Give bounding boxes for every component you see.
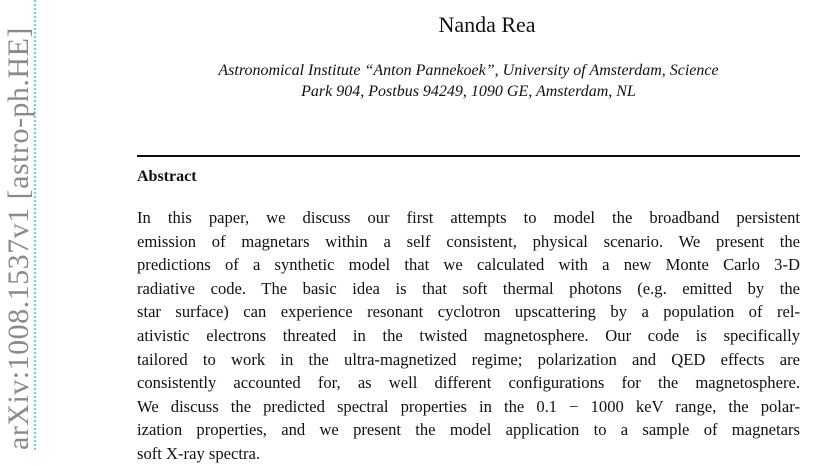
- abstract-body: [137, 206, 800, 466]
- abstract-heading: Abstract: [137, 168, 197, 185]
- paper-page: [137, 0, 800, 463]
- horizontal-rule: [137, 155, 800, 157]
- author-name: Nanda Rea: [438, 12, 536, 37]
- abstract-line: ativistic electrons threated in the twisted magnetosphere. Our code is specifically: [137, 325, 800, 345]
- abstract-line: emission of magnetars within a self consistent, physical scenario. We present the: [137, 231, 800, 251]
- abstract-line: soft X-ray spectra.: [137, 443, 261, 463]
- arxiv-stamp: [0, 0, 36, 450]
- affiliation-line: Park 904, Postbus 94249, 1090 GE, Amsterdam, NL: [301, 83, 636, 100]
- abstract-line: predictions of a synthetic model that we calculated with a new Monte Carlo 3-D: [137, 255, 800, 275]
- abstract-line: consistently accounted for, as well different configurations for the magnetosphere.: [137, 373, 800, 393]
- arxiv-identifier: arXiv:1008.1537v1 [astro-ph.HE]: [2, 27, 35, 450]
- abstract-line: star surface) can experience resonant cyclotron upscattering by a population of rel-: [137, 302, 800, 322]
- abstract-line: radiative code. The basic idea is that soft thermal photons (e.g. emitted by the: [137, 278, 800, 298]
- abstract-line: ization properties, and we present the model application to a sample of magnetars: [137, 420, 800, 440]
- abstract-line: We discuss the predicted spectral properties in the 0.1 − 1000 keV range, the polar-: [137, 396, 800, 416]
- abstract-line: In this paper, we discuss our first attempts to model the broadband persistent: [137, 208, 800, 227]
- abstract-line: tailored to work in the ultra-magnetized regime; polarization and QED effects are: [137, 349, 800, 369]
- affiliation-line: Astronomical Institute “Anton Pannekoek”, University of Amsterdam, Science: [218, 62, 719, 79]
- author-affiliation: [137, 60, 800, 102]
